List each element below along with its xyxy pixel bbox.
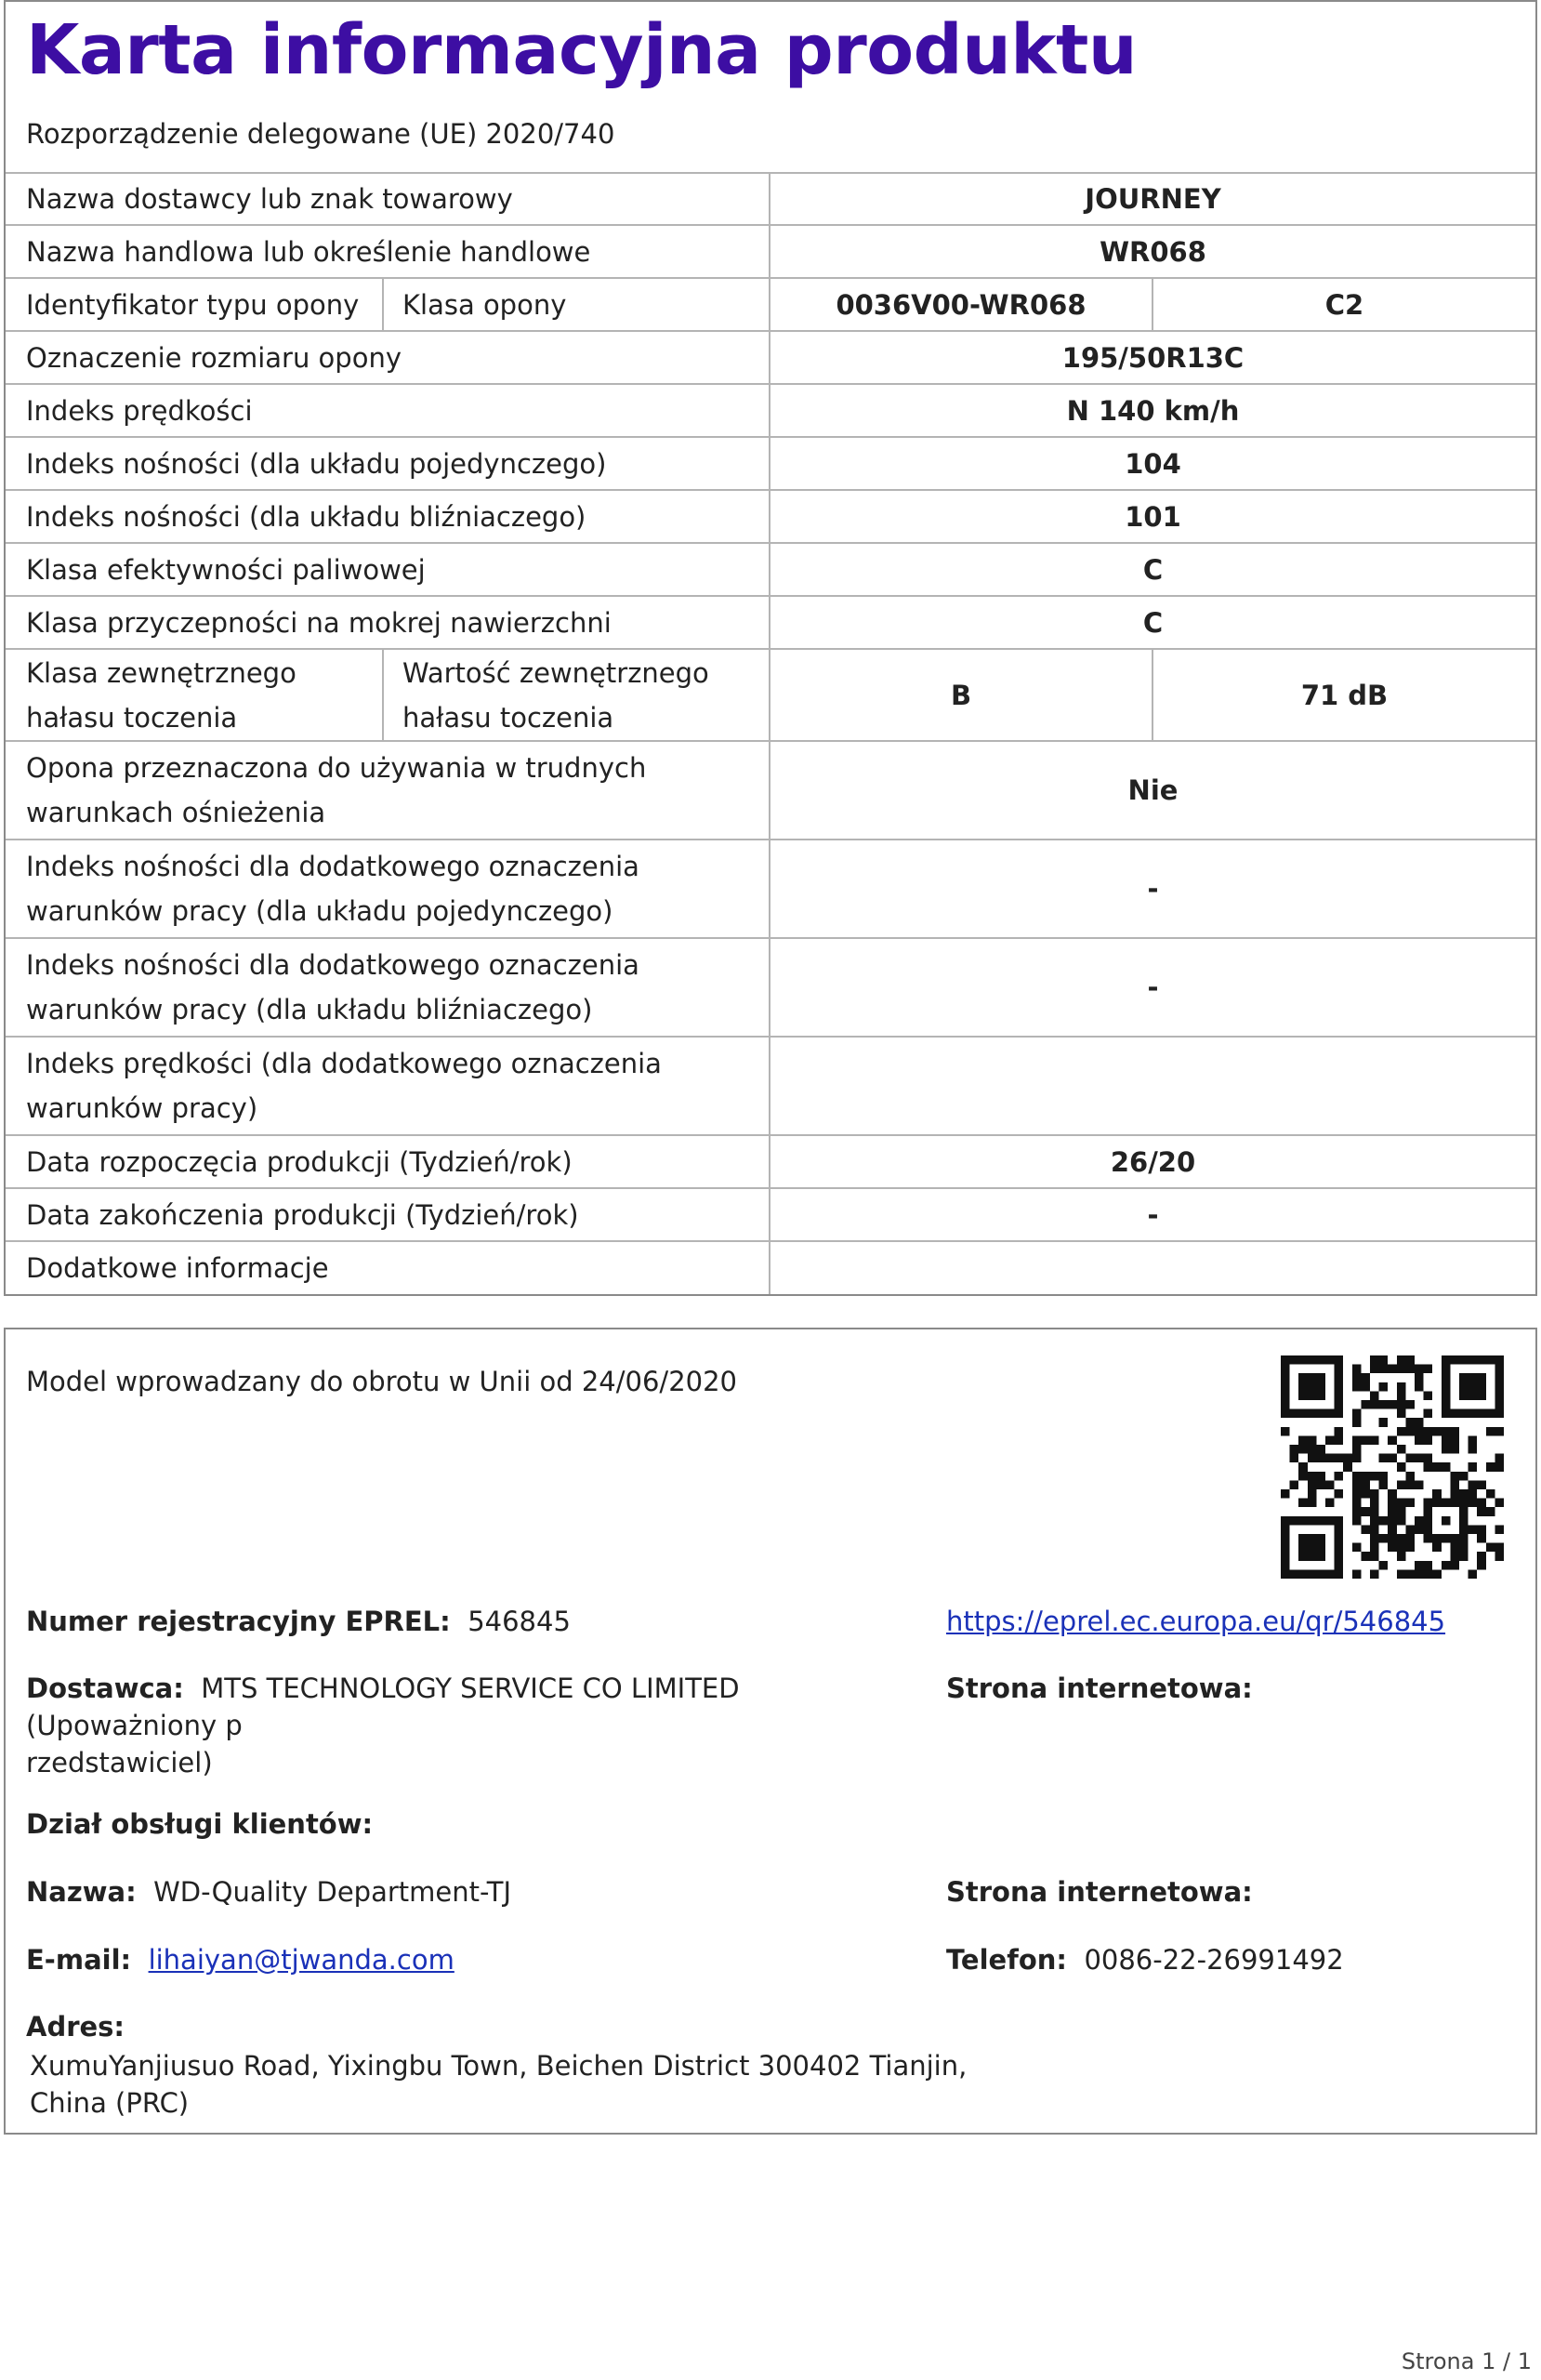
tyre-class-label: Klasa opony [383,278,770,331]
spec-table [6,172,1535,1294]
supplier-info-value: MTS TECHNOLOGY SERVICE CO LIMITED (Upoważniony p [26,1673,740,1741]
prod-start-value: 26/20 [770,1135,1535,1188]
table-row [6,1188,1535,1241]
extra-load-single-label: Indeks nośności dla dodatkowego oznaczenia warunków pracy (dla układu pojedynczego) [6,840,770,938]
eprel-label: Numer rejestracyjny EPREL: [26,1606,451,1637]
eprel-row [26,1603,571,1640]
prod-end-label: Data zakończenia produkcji (Tydzień/rok) [6,1188,770,1241]
customer-service-heading: Dział obsługi klientów: [26,1808,374,1840]
fuel-value: C [770,543,1535,596]
table-row [6,225,1535,278]
load-dual-label: Indeks nośności (dla układu bliźniaczego) [6,490,770,543]
table-row [6,173,1535,225]
additional-label: Dodatkowe informacje [6,1241,770,1294]
type-id-label: Identyfikator typu opony [6,278,383,331]
service-website-label: Strona internetowa: [946,1876,1253,1908]
table-row [6,596,1535,649]
size-value: 195/50R13C [770,331,1535,384]
prod-end-value: - [770,1188,1535,1241]
supplier-info-label: Dostawca: [26,1673,184,1704]
email-link[interactable]: lihaiyan@tjwanda.com [148,1944,454,1976]
address-value: XumuYanjiusuo Road, Yixingbu Town, Beichen District 300402 Tianjin, China (PRC) [30,2050,968,2119]
load-single-label: Indeks nośności (dla układu pojedynczego) [6,437,770,490]
phone-row [946,1941,1344,1978]
eprel-link[interactable]: https://eprel.ec.europa.eu/qr/546845 [946,1606,1446,1637]
service-name-label: Nazwa: [26,1876,137,1908]
eprel-value: 546845 [468,1606,571,1637]
phone-label: Telefon: [946,1944,1067,1976]
service-name-value: WD-Quality Department-TJ [153,1876,512,1908]
table-row [6,490,1535,543]
table-row [6,543,1535,596]
type-id-value: 0036V00-WR068 [770,278,1152,331]
snow-value: Nie [770,741,1535,840]
table-row [6,938,1535,1037]
wet-grip-value: C [770,596,1535,649]
phone-value: 0086-22-26991492 [1084,1944,1344,1976]
extra-load-dual-label: Indeks nośności dla dodatkowego oznaczenia warunków pracy (dla układu bliźniaczego) [6,938,770,1037]
supplier-info-value-cont: rzedstawiciel) [26,1747,213,1778]
product-sheet [4,0,1537,1296]
email-row [26,1941,454,1978]
address-label: Adres: [26,2011,125,2043]
speed-value: N 140 km/h [770,384,1535,437]
fuel-label: Klasa efektywności paliwowej [6,543,770,596]
noise-value-label: Wartość zewnętrznego hałasu toczenia [383,649,770,741]
load-single-value: 104 [770,437,1535,490]
table-row [6,649,1535,741]
noise-class-value: B [770,649,1152,741]
registration-info-box [4,1328,1537,2135]
trade-name-label: Nazwa handlowa lub określenie handlowe [6,225,770,278]
prod-start-label: Data rozpoczęcia produkcji (Tydzień/rok) [6,1135,770,1188]
table-row [6,384,1535,437]
table-row [6,331,1535,384]
extra-speed-value [770,1037,1535,1135]
regulation-subtitle: Rozporządzenie delegowane (UE) 2020/740 [26,118,615,150]
table-row [6,840,1535,938]
table-row [6,278,1535,331]
extra-speed-label: Indeks prędkości (dla dodatkowego oznaczenia warunków pracy) [6,1037,770,1135]
trade-name-value: WR068 [770,225,1535,278]
extra-load-single-value: - [770,840,1535,938]
model-date: Model wprowadzany do obrotu w Unii od 24/06/2020 [26,1366,738,1397]
table-row [6,741,1535,840]
email-label: E-mail: [26,1944,132,1976]
table-row [6,1241,1535,1294]
tyre-class-value: C2 [1152,278,1535,331]
additional-value [770,1241,1535,1294]
noise-value-value: 71 dB [1152,649,1535,741]
snow-label: Opona przeznaczona do używania w trudnych warunkach ośnieżenia [6,741,770,840]
wet-grip-label: Klasa przyczepności na mokrej nawierzchni [6,596,770,649]
table-row [6,1037,1535,1135]
noise-class-label: Klasa zewnętrznego hałasu toczenia [6,649,383,741]
supplier-website-label: Strona internetowa: [946,1673,1253,1704]
extra-load-dual-value: - [770,938,1535,1037]
service-name-row [26,1873,511,1911]
table-row [6,1135,1535,1188]
load-dual-value: 101 [770,490,1535,543]
page-title: Karta informacyjna produktu [26,10,1138,90]
supplier-value: JOURNEY [770,173,1535,225]
supplier-row [26,1670,918,1781]
speed-label: Indeks prędkości [6,384,770,437]
qr-code-icon[interactable] [1281,1355,1504,1579]
size-label: Oznaczenie rozmiaru opony [6,331,770,384]
supplier-label: Nazwa dostawcy lub znak towarowy [6,173,770,225]
page-number: Strona 1 / 1 [1401,2348,1532,2374]
table-row [6,437,1535,490]
